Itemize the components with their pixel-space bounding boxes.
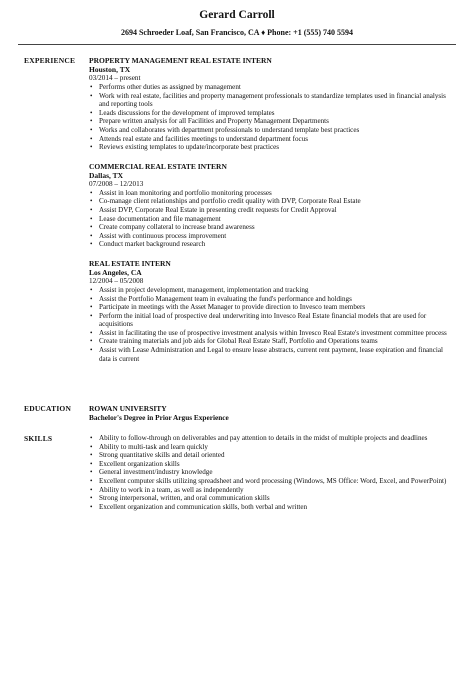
- education-heading: EDUCATION: [24, 404, 72, 413]
- job-entry: [89, 56, 449, 152]
- list-item: • Strong interpersonal, written, and oral communication skills: [99, 494, 449, 503]
- list-item: • Perform the initial load of prospective deal underwriting into Invesco Real Estate financial models that are used for acquisitions: [99, 312, 449, 329]
- list-item: • Assist with Lease Administration and Legal to ensure lease abstracts, current rent payment, lease expiration and financial data is current: [99, 346, 449, 363]
- header-divider: [18, 44, 456, 45]
- list-item: • Assist the Portfolio Management team in evaluating the fund's performance and holdings: [99, 295, 449, 304]
- job-bullets: [89, 83, 449, 152]
- list-item: • Work with real estate, facilities and property management professionals to standardize templates used in financial analysis and reporting tools: [99, 92, 449, 109]
- list-item: • Attends real estate and facilities meetings to understand department focus: [99, 135, 449, 144]
- list-item: • Create company collateral to increase brand awareness: [99, 223, 449, 232]
- job-location: Houston, TX: [89, 65, 131, 74]
- skills-section: [89, 434, 449, 511]
- list-item: • Assist in project development, management, implementation and tracking: [99, 286, 449, 295]
- skills-heading: SKILLS: [24, 434, 53, 443]
- list-item: • Lease documentation and file management: [99, 215, 449, 224]
- list-item: • Works and collaborates with department professionals to understand template best practices: [99, 126, 449, 135]
- list-item: • Reviews existing templates to update/incorporate best practices: [99, 143, 449, 152]
- list-item: • Excellent organization and communication skills, both verbal and written: [99, 503, 449, 512]
- list-item: • Prepare written analysis for all Facilities and Property Management Departments: [99, 117, 449, 126]
- list-item: • Assist with continuous process improvement: [99, 232, 449, 241]
- job-dates: 03/2014 – present: [89, 74, 141, 82]
- job-title: REAL ESTATE INTERN: [89, 258, 171, 268]
- job-title: COMMERCIAL REAL ESTATE INTERN: [89, 161, 227, 171]
- job-entry: [89, 162, 449, 249]
- list-item: • Excellent organization skills: [99, 460, 449, 469]
- education-section: [89, 404, 449, 422]
- job-title: PROPERTY MANAGEMENT REAL ESTATE INTERN: [89, 56, 272, 65]
- list-item: • Assist in loan monitoring and portfolio monitoring processes: [99, 189, 449, 198]
- candidate-name: Gerard Carroll: [199, 9, 275, 21]
- contact-line: 2694 Schroeder Loaf, San Francisco, CA ♦ Phone: +1 (555) 740 5594: [120, 28, 354, 37]
- list-item: • Participate in meetings with the Asset Manager to provide direction to Invesco team members: [99, 303, 449, 312]
- resume-header: [0, 8, 474, 38]
- list-item: • Co-manage client relationships and portfolio credit quality with DVP, Corporate Real Estate: [99, 197, 449, 206]
- list-item: • Conduct market background research: [99, 240, 449, 249]
- list-item: • Ability to multi-task and learn quickly: [99, 443, 449, 452]
- list-item: • Create training materials and job aids for Global Real Estate Staff, Portfolio and Operations teams: [99, 337, 449, 346]
- list-item: • Assist in facilitating the use of prospective investment analysis within Invesco Real Estate's investment committee process: [99, 329, 449, 338]
- job-location: Los Angeles, CA: [89, 267, 142, 277]
- list-item: • Ability to work in a team, as well as independently: [99, 486, 449, 495]
- experience-section: [89, 56, 449, 373]
- list-item: • Performs other duties as assigned by management: [99, 83, 449, 92]
- list-item: • Ability to follow-through on deliverables and pay attention to details in the midst of multiple projects and deadlines: [99, 434, 449, 443]
- degree: Bachelor's Degree in Prior Argus Experience: [89, 413, 229, 422]
- job-bullets: [89, 189, 449, 249]
- list-item: • Strong quantitative skills and detail oriented: [99, 451, 449, 460]
- list-item: • General investment/industry knowledge: [99, 468, 449, 477]
- list-item: • Assist DVP, Corporate Real Estate in presenting credit requests for Credit Approval: [99, 206, 449, 215]
- job-dates: 12/2004 – 05/2008: [89, 276, 144, 285]
- job-location: Dallas, TX: [89, 170, 124, 180]
- list-item: • Leads discussions for the development of improved templates: [99, 109, 449, 118]
- skills-list: [89, 434, 449, 511]
- job-entry: [89, 259, 449, 363]
- list-item: • Excellent computer skills utilizing spreadsheet and word processing (Windows, MS Office: Word, Excel, and PowerPoint): [99, 477, 449, 486]
- school-name: ROWAN UNIVERSITY: [89, 404, 167, 413]
- experience-heading: EXPERIENCE: [24, 56, 76, 65]
- job-dates: 07/2008 – 12/2013: [89, 179, 144, 188]
- job-bullets: [89, 286, 449, 363]
